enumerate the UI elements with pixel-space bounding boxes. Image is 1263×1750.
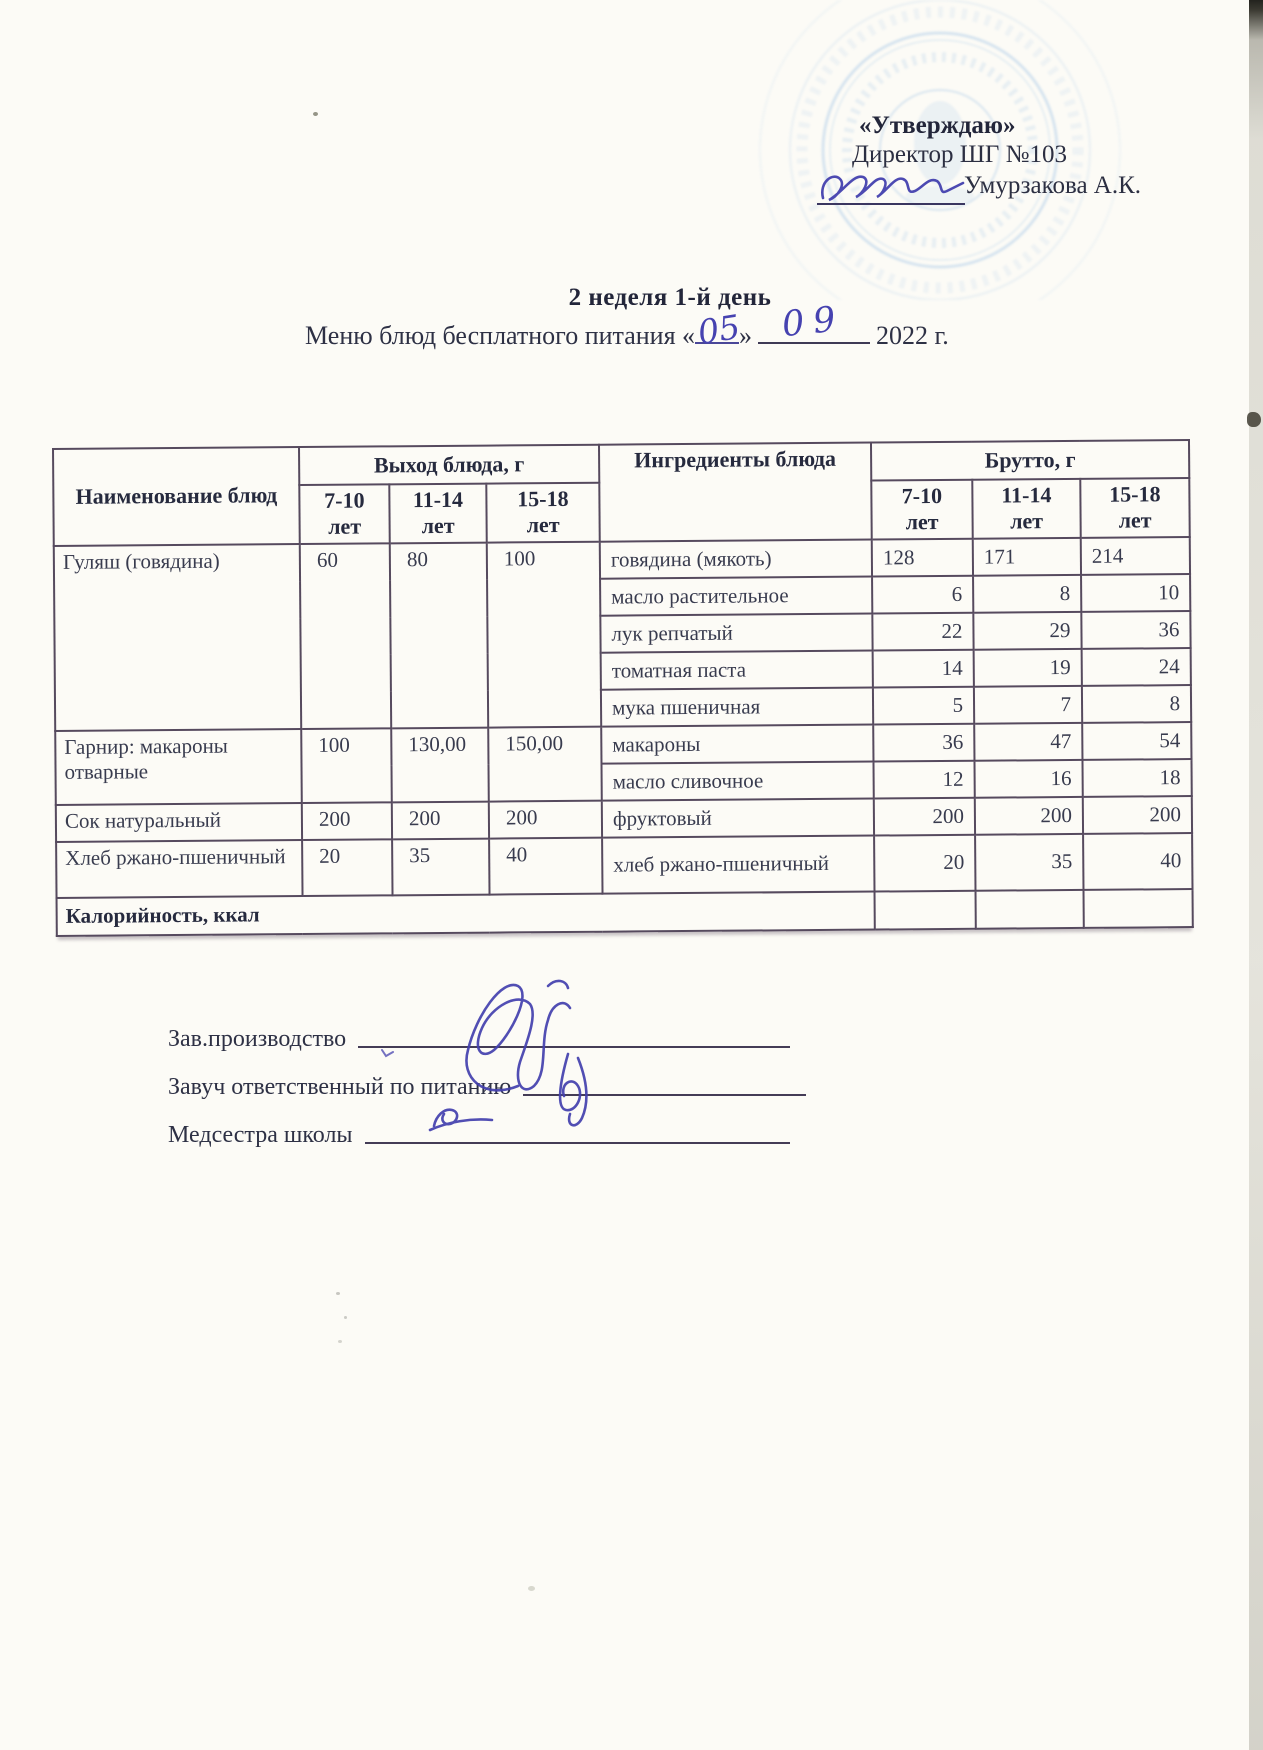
brutto-value-cell: 200: [874, 798, 975, 836]
approved-label: «Утверждаю»: [859, 112, 1016, 139]
scan-speck: [528, 1586, 535, 1591]
ingredient-name-cell: говядина (мякоть): [600, 539, 872, 578]
calories-value-cell: [976, 890, 1084, 929]
signature-label: Зав.производство: [168, 1026, 347, 1052]
ingredient-name-cell: мука пшеничная: [601, 687, 873, 726]
output-value-cell: 20: [302, 839, 392, 896]
scan-speck: [336, 1292, 340, 1295]
brutto-value-cell: 36: [1081, 611, 1190, 649]
brutto-value-cell: 171: [973, 538, 1081, 576]
signature-line: [358, 1022, 790, 1048]
brutto-value-cell: 24: [1082, 648, 1191, 686]
header-age-15-18: 15-18 лет: [1080, 478, 1189, 538]
dish-name-cell: Сок натуральный: [56, 803, 302, 842]
director-name: Умурзакова А.К.: [964, 172, 1142, 199]
menu-year: 2022 г.: [876, 321, 949, 350]
header-age-7-10: 7-10 лет: [299, 484, 389, 543]
handwritten-month: 09: [780, 298, 847, 346]
brutto-value-cell: 22: [872, 613, 973, 651]
scan-speck: [344, 1316, 347, 1319]
brutto-value-cell: 214: [1081, 537, 1190, 575]
output-value-cell: 80: [390, 542, 488, 728]
header-age-15-18: 15-18 лет: [486, 483, 599, 543]
table-row: [56, 833, 1192, 898]
brutto-value-cell: 5: [873, 687, 974, 725]
scan-speck: [313, 112, 318, 116]
brutto-value-cell: 200: [975, 797, 1083, 835]
output-value-cell: 150,00: [488, 726, 602, 801]
scan-speck: [338, 1340, 342, 1343]
header-dish-col: Наименование блюд: [53, 447, 300, 546]
ingredient-name-cell: томатная паста: [601, 650, 873, 689]
menu-title-line: [305, 298, 949, 353]
signature-line: [365, 1118, 790, 1144]
signature-row-zavuch: [168, 1070, 806, 1101]
ingredient-name-cell: масло сливочное: [601, 761, 873, 800]
brutto-value-cell: 20: [874, 835, 975, 892]
output-value-cell: 40: [489, 837, 602, 894]
brutto-value-cell: 8: [1082, 685, 1191, 723]
header-age-7-10: 7-10 лет: [871, 480, 972, 540]
dish-name-cell: Гарнир: макароны отварные: [55, 729, 302, 805]
output-value-cell: 100: [487, 541, 601, 727]
week-day-title: 2 неделя 1-й день: [568, 284, 772, 311]
header-output-group: Выход блюда, г: [299, 445, 599, 485]
header-age-11-14: 11-14 лет: [972, 479, 1080, 539]
brutto-value-cell: 54: [1082, 722, 1191, 760]
brutto-value-cell: 36: [873, 724, 974, 762]
ingredient-name-cell: масло растительное: [600, 576, 872, 615]
output-value-cell: 60: [300, 543, 391, 729]
menu-quote-close: »: [739, 321, 753, 350]
brutto-value-cell: 8: [973, 575, 1081, 613]
dish-name-cell: Хлеб ржано-пшеничный: [56, 840, 302, 898]
ingredient-name-cell: лук репчатый: [600, 613, 872, 652]
header-brutto-group: Брутто, г: [871, 440, 1189, 480]
output-value-cell: 200: [392, 801, 489, 839]
ingredient-name-cell: макароны: [601, 724, 873, 763]
signature-line: [523, 1070, 806, 1096]
brutto-value-cell: 47: [974, 723, 1082, 761]
signature-label: Завуч ответственный по питанию: [168, 1074, 512, 1100]
menu-title-prefix: Меню блюд бесплатного питания «: [305, 321, 696, 350]
handwritten-day: 05: [695, 306, 743, 353]
calories-value-cell: [1084, 889, 1193, 928]
brutto-value-cell: 16: [974, 760, 1082, 798]
brutto-value-cell: 14: [873, 650, 974, 688]
scan-edge-mark: [1247, 412, 1261, 427]
header-age-11-14: 11-14 лет: [389, 484, 486, 544]
brutto-value-cell: 29: [973, 612, 1081, 650]
signature-row-nurse: [168, 1118, 790, 1149]
director-signature-line: [817, 203, 965, 205]
brutto-value-cell: 18: [1082, 759, 1191, 797]
calories-value-cell: [875, 891, 976, 930]
output-value-cell: 35: [392, 838, 489, 895]
output-value-cell: 100: [301, 728, 392, 803]
output-value-cell: 130,00: [391, 727, 489, 802]
director-title: Директор ШГ №103: [852, 141, 1067, 168]
brutto-value-cell: 10: [1081, 574, 1190, 612]
brutto-value-cell: 200: [1083, 796, 1192, 834]
signature-label: Медсестра школы: [168, 1122, 353, 1148]
month-blank: [758, 298, 870, 346]
dish-name-cell: Гуляш (говядина): [54, 544, 301, 731]
output-value-cell: 200: [302, 802, 392, 840]
brutto-value-cell: 40: [1083, 833, 1192, 890]
calories-row: [57, 889, 1193, 936]
signature-row-zav: [168, 1022, 790, 1053]
header-ingredients-col: Ингредиенты блюда: [599, 443, 872, 542]
ingredient-name-cell: хлеб ржано-пшеничный: [602, 835, 874, 893]
brutto-value-cell: 35: [975, 834, 1083, 891]
brutto-value-cell: 6: [872, 576, 973, 614]
output-value-cell: 200: [489, 800, 602, 838]
calories-label: Калорийность, ккал: [57, 891, 875, 935]
brutto-value-cell: 19: [974, 649, 1082, 687]
ingredient-name-cell: фруктовый: [602, 798, 874, 837]
menu-table-body: [54, 537, 1193, 898]
brutto-value-cell: 128: [872, 539, 973, 577]
brutto-value-cell: 12: [873, 761, 974, 799]
menu-table: [52, 439, 1194, 937]
day-blank: [695, 306, 743, 353]
brutto-value-cell: 7: [974, 686, 1082, 724]
scan-edge-band: [1249, 0, 1263, 1750]
